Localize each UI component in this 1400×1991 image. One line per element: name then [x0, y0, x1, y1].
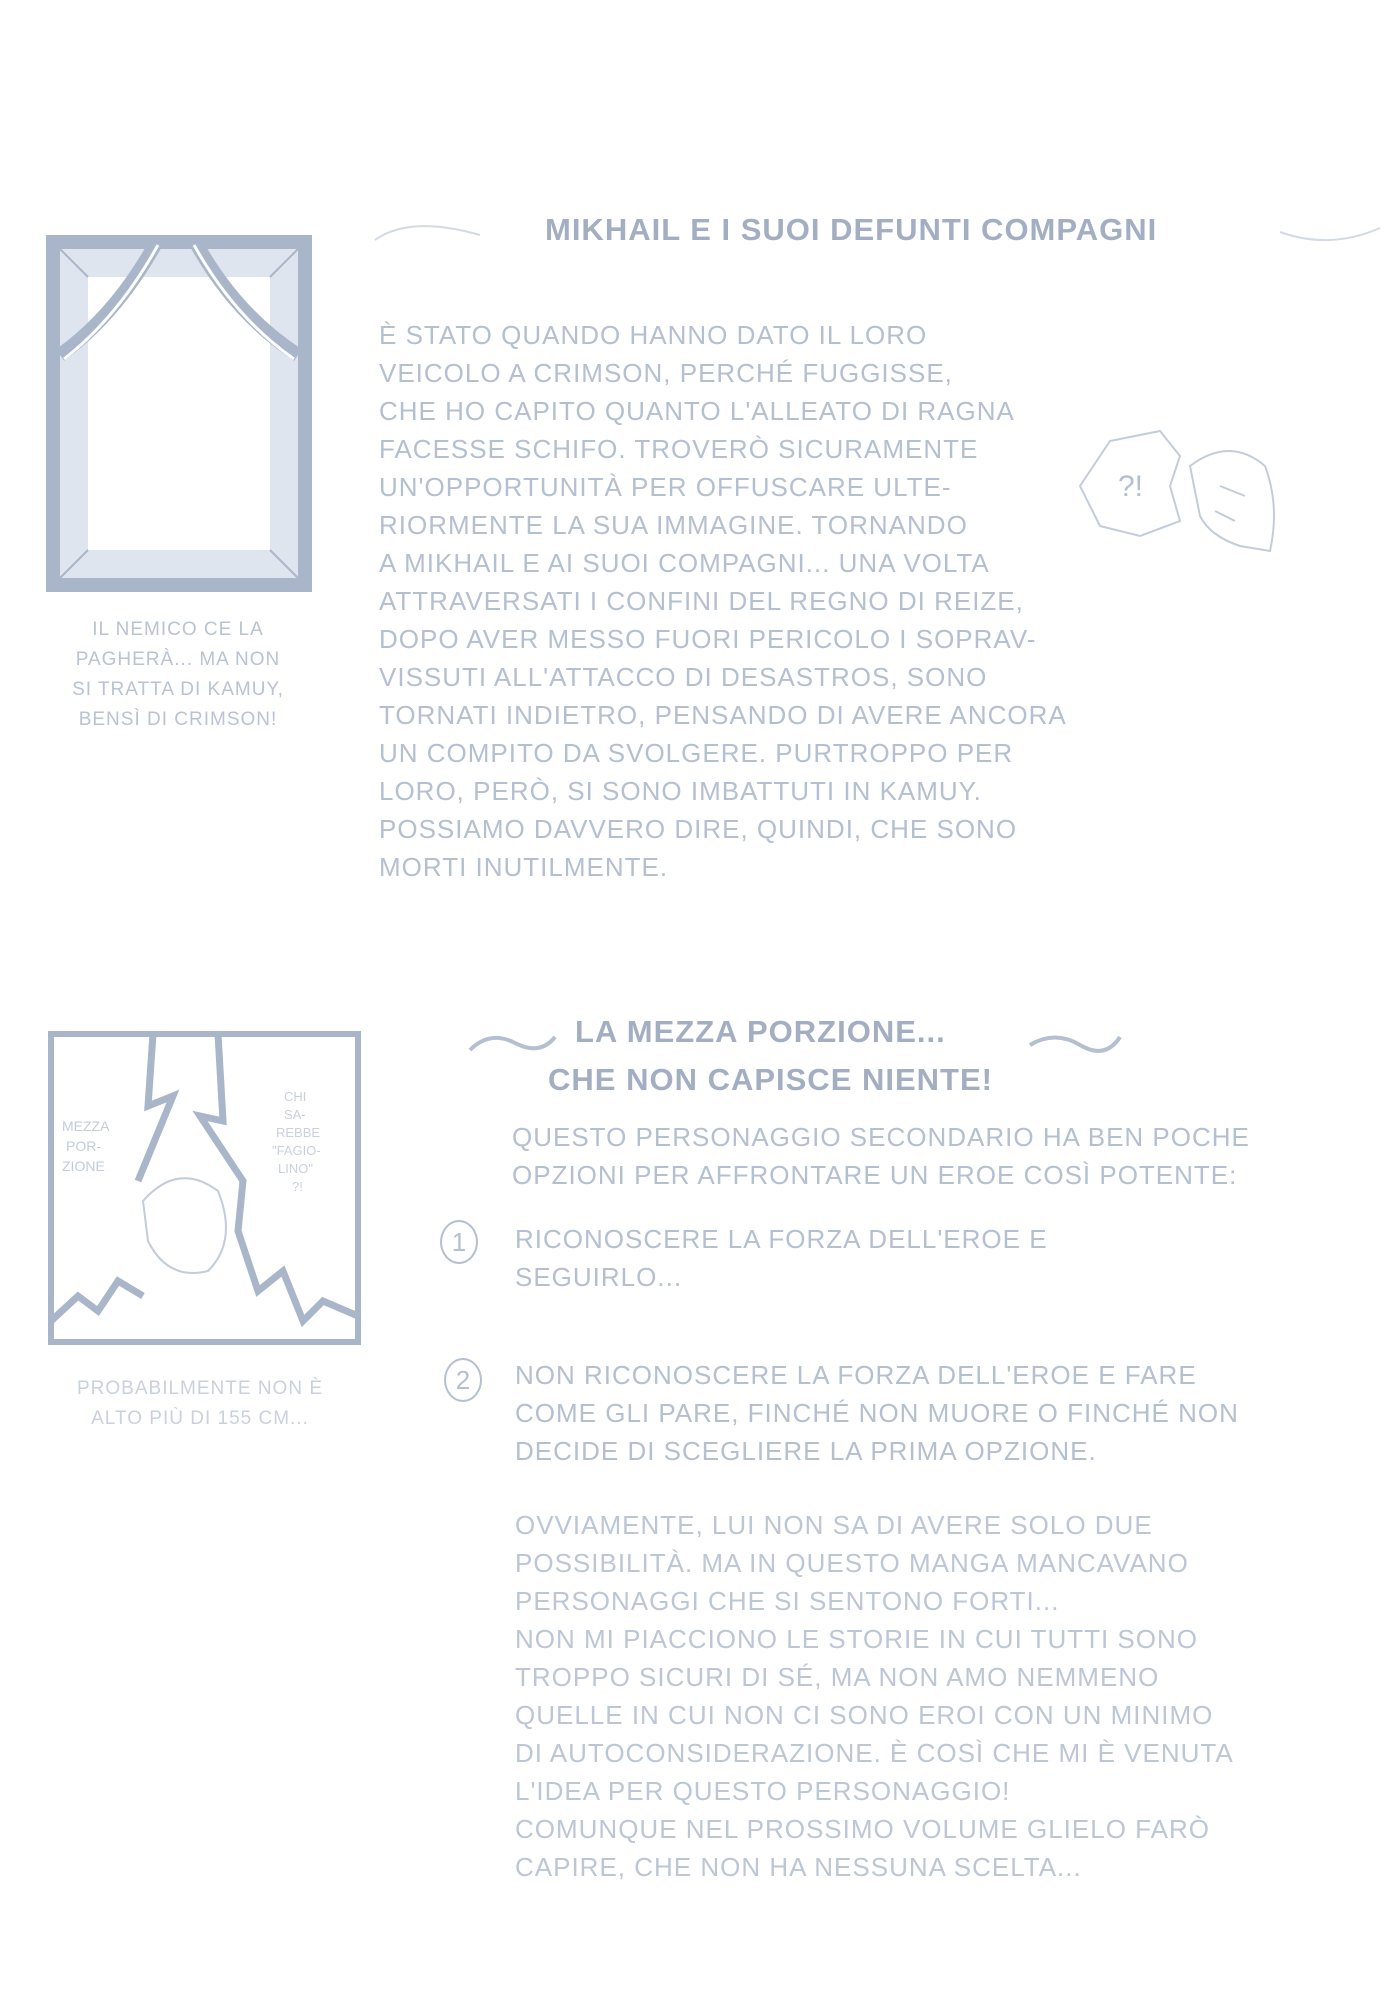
text-line: RICONOSCERE LA FORZA DELL'EROE E	[515, 1224, 1048, 1254]
text-line: OVVIAMENTE, LUI NON SA DI AVERE SOLO DUE	[515, 1510, 1153, 1540]
text-line: POSSIBILITÀ. MA IN QUESTO MANGA MANCAVANO	[515, 1548, 1189, 1578]
doodle-text: ?!	[1118, 470, 1144, 503]
panel-sfx-left: POR-	[66, 1138, 101, 1154]
section2-intro	[512, 1118, 1250, 1194]
text-line: TROPPO SICURI DI SÉ, MA NON AMO NEMMENO	[515, 1662, 1160, 1692]
character-doodle	[1070, 426, 1290, 566]
text-line: CHE HO CAPITO QUANTO L'ALLEATO DI RAGNA	[379, 396, 1015, 426]
caption-line: PROBABILMENTE NON È	[77, 1378, 323, 1399]
option-number-1: 1	[440, 1220, 478, 1264]
text-line: COME GLI PARE, FINCHÉ NON MUORE O FINCHÉ NON	[515, 1398, 1239, 1428]
text-line: DI AUTOCONSIDERAZIONE. È COSÌ CHE MI È VENUTA	[515, 1738, 1234, 1768]
text-line: OPZIONI PER AFFRONTARE UN EROE COSÌ POTENTE:	[512, 1160, 1238, 1190]
caption-line: SI TRATTA DI KAMUY,	[72, 679, 284, 700]
text-line: DOPO AVER MESSO FUORI PERICOLO I SOPRAV-	[379, 624, 1037, 654]
panel-sfx-right: CHI	[284, 1089, 307, 1104]
text-line: COMUNQUE NEL PROSSIMO VOLUME GLIELO FARÒ	[515, 1814, 1210, 1844]
text-line: TORNATI INDIETRO, PENSANDO DI AVERE ANCORA	[379, 700, 1067, 730]
panel-sfx-right: REBBE	[276, 1125, 321, 1140]
text-line: È STATO QUANDO HANNO DATO IL LORO	[379, 320, 928, 350]
lightning-character-panel	[48, 1031, 361, 1345]
text-line: DECIDE DI SCEGLIERE LA PRIMA OPZIONE.	[515, 1436, 1097, 1466]
text-line: UN'OPPORTUNITÀ PER OFFUSCARE ULTE-	[379, 472, 952, 502]
text-line: FACESSE SCHIFO. TROVERÒ SICURAMENTE	[379, 434, 979, 464]
panel-caption-2	[40, 1374, 360, 1434]
panel-caption-1	[28, 615, 328, 735]
text-line: LORO, PERÒ, SI SONO IMBATTUTI IN KAMUY.	[379, 776, 982, 806]
panel-sfx-right: LINO"	[278, 1161, 313, 1176]
text-line: NON MI PIACCIONO LE STORIE IN CUI TUTTI SONO	[515, 1624, 1198, 1654]
text-line: RIORMENTE LA SUA IMMAGINE. TORNANDO	[379, 510, 968, 540]
text-line: L'IDEA PER QUESTO PERSONAGGIO!	[515, 1776, 1011, 1806]
text-line: POSSIAMO DAVVERO DIRE, QUINDI, CHE SONO	[379, 814, 1018, 844]
option-number-2: 2	[444, 1358, 482, 1402]
caption-line: IL NEMICO CE LA	[92, 619, 264, 640]
text-line: MORTI INUTILMENTE.	[379, 852, 669, 882]
text-line: VISSUTI ALL'ATTACCO DI DESASTROS, SONO	[379, 662, 988, 692]
text-line: A MIKHAIL E AI SUOI COMPAGNI... UNA VOLTA	[379, 548, 990, 578]
text-line: PERSONAGGI CHE SI SENTONO FORTI...	[515, 1586, 1060, 1616]
panel-sfx-right: "FAGIO-	[272, 1143, 321, 1158]
section-title-line-1: LA MEZZA PORZIONE...	[575, 1014, 946, 1049]
caption-line: ALTO PIÙ DI 155 CM...	[91, 1408, 309, 1429]
panel-sfx-left: MEZZA	[62, 1118, 110, 1134]
section2-body	[515, 1506, 1234, 1886]
text-line: ATTRAVERSATI I CONFINI DEL REGNO DI REIZE,	[379, 586, 1024, 616]
panel-sfx-right: ?!	[292, 1179, 303, 1194]
section1-body	[379, 316, 1067, 886]
text-line: QUELLE IN CUI NON CI SONO EROI CON UN MINIMO	[515, 1700, 1214, 1730]
option-2-text	[515, 1356, 1239, 1470]
caption-line: PAGHERÀ... MA NON	[75, 649, 281, 670]
text-line: UN COMPITO DA SVOLGERE. PURTROPPO PER	[379, 738, 1014, 768]
text-line: VEICOLO A CRIMSON, PERCHÉ FUGGISSE,	[379, 358, 953, 388]
text-line: NON RICONOSCERE LA FORZA DELL'EROE E FARE	[515, 1360, 1197, 1390]
window-curtain-panel	[46, 235, 312, 592]
panel-sfx-left: ZIONE	[62, 1158, 105, 1174]
text-line: SEGUIRLO...	[515, 1262, 683, 1292]
panel-sfx-right: SA-	[284, 1107, 306, 1122]
text-line: QUESTO PERSONAGGIO SECONDARIO HA BEN POCHE	[512, 1122, 1250, 1152]
option-1-text	[515, 1220, 1048, 1296]
text-line: CAPIRE, CHE NON HA NESSUNA SCELTA...	[515, 1852, 1082, 1882]
caption-line: BENSÌ DI CRIMSON!	[78, 709, 278, 730]
section-title-line-2: CHE NON CAPISCE NIENTE!	[548, 1062, 993, 1097]
section-title-mikhail: MIKHAIL E I SUOI DEFUNTI COMPAGNI	[545, 212, 1158, 247]
